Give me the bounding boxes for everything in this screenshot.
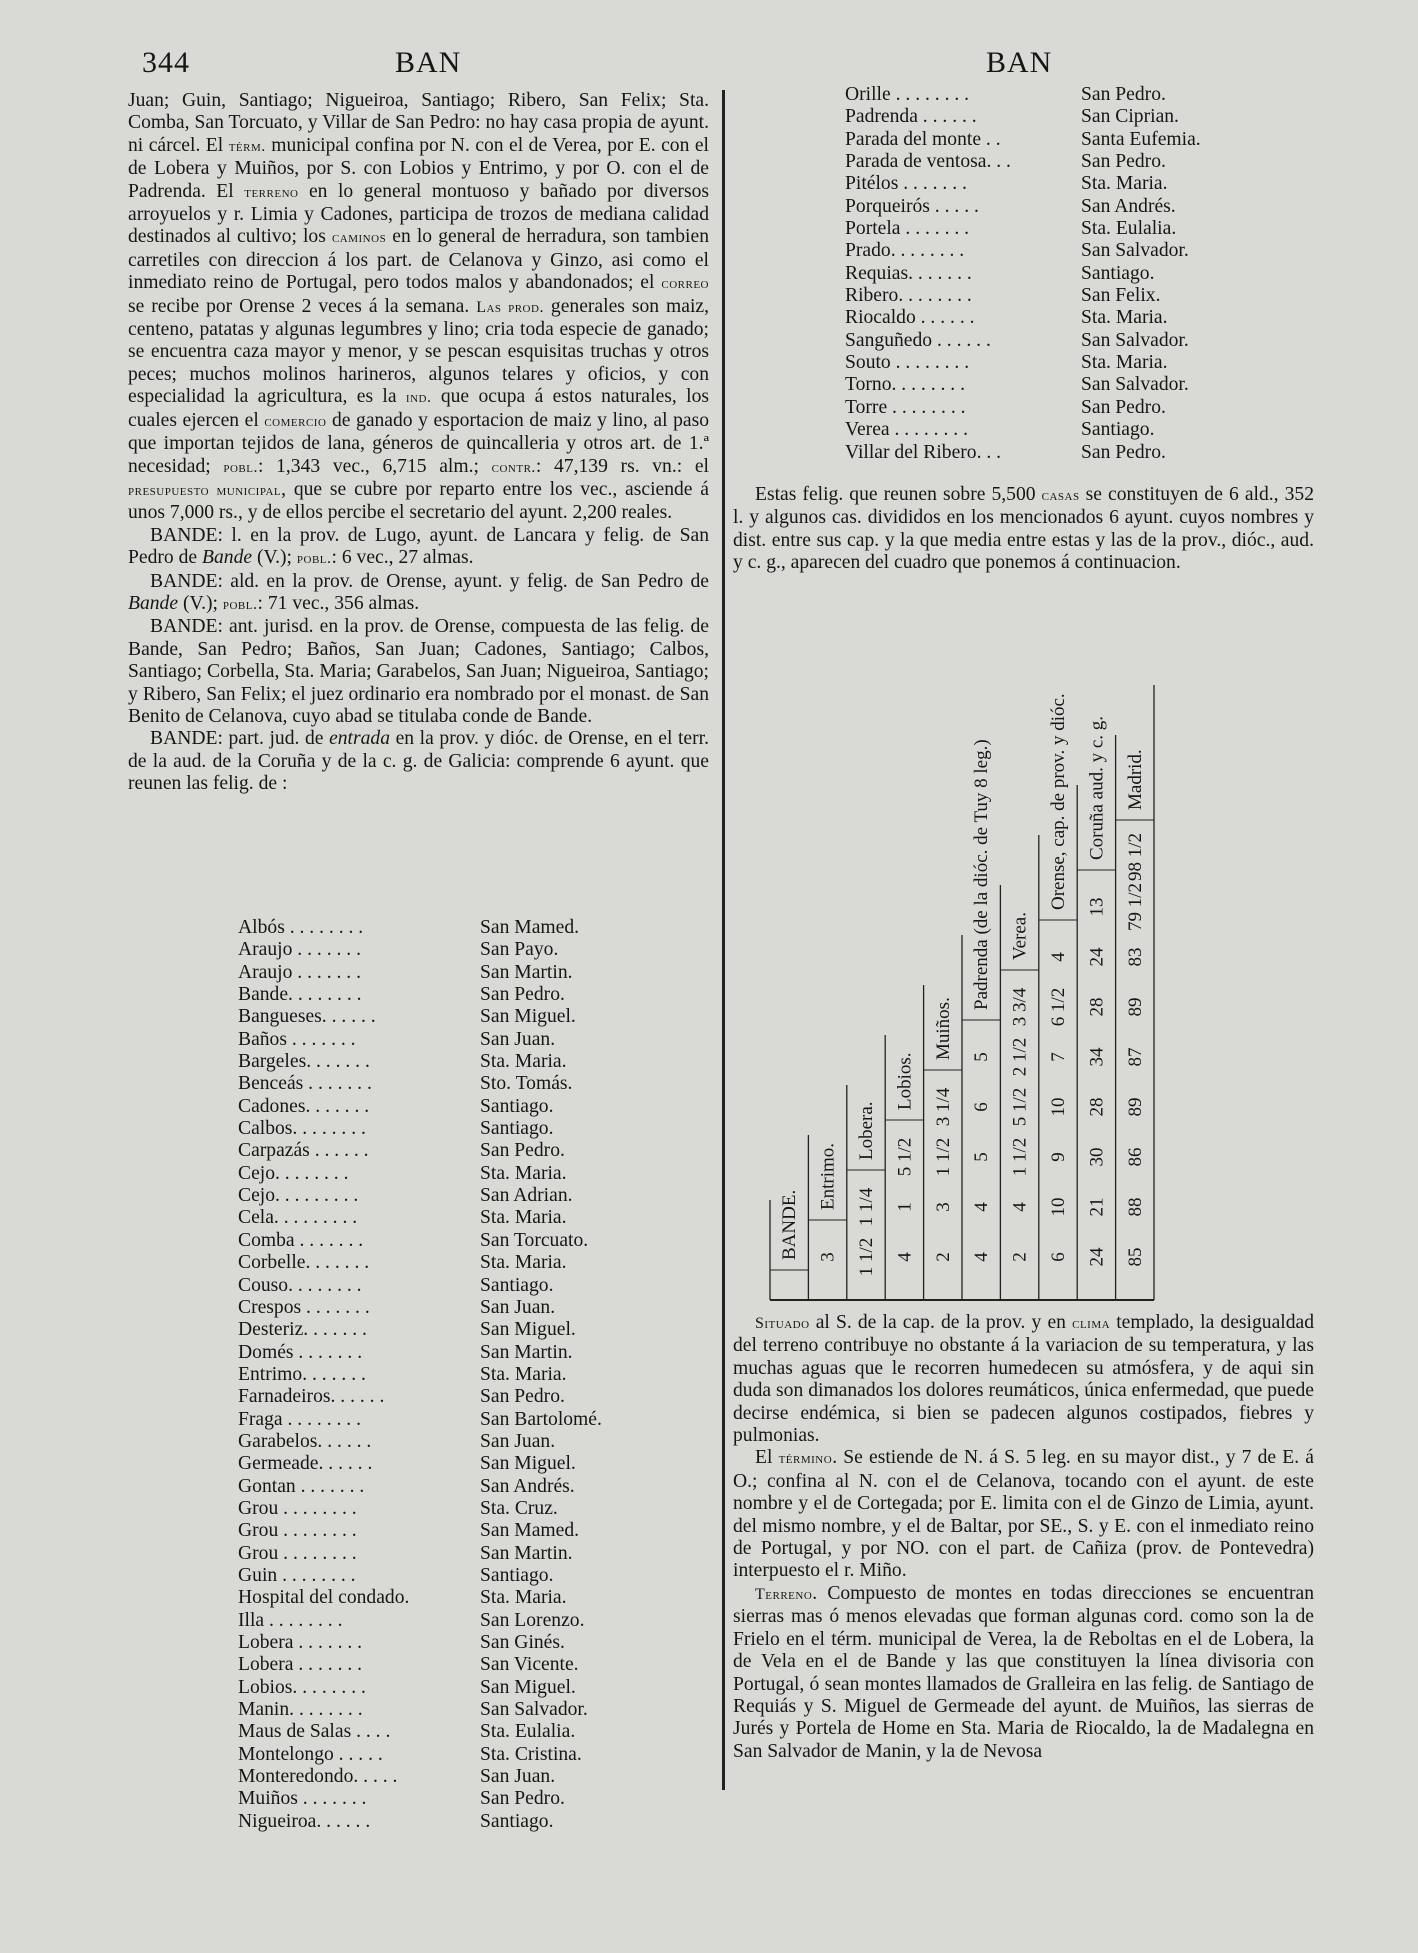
parish-row <box>238 1096 718 1118</box>
parish-row <box>238 1677 718 1699</box>
parish-row <box>845 84 1345 106</box>
parish-saint: San Pedro. <box>1081 396 1166 418</box>
text-run: presupuesto municipal <box>128 481 282 499</box>
parish-row <box>238 1788 718 1810</box>
text-run: pobl. <box>296 550 332 568</box>
parish-row <box>845 352 1345 374</box>
parish-row <box>238 1140 718 1162</box>
paragraph <box>733 1312 1314 1447</box>
parish-saint: Santiago. <box>480 1095 554 1117</box>
parish-row <box>238 1185 718 1207</box>
text-run: pobl. <box>222 595 258 613</box>
parish-place: Domés . . . . . . . <box>238 1341 363 1363</box>
table-value: 98 1/2 <box>1124 832 1146 882</box>
parish-place: Grou . . . . . . . . <box>238 1542 357 1564</box>
parish-place: Carpazás . . . . . . <box>238 1140 369 1162</box>
text-run: Terreno <box>755 1585 813 1603</box>
paragraph <box>128 616 709 728</box>
text-run: Juan; Guin, Santiago; Nigueiroa, Santiago; Ribero, San Felix; Sta. Comba, San Torcuato, y Villar de San Pedro: no hay casa propia de ayunt. ni cárcel. El <box>128 90 709 156</box>
table-value: 4 <box>971 1252 993 1262</box>
table-value: 4 <box>971 1202 993 1212</box>
parish-saint: San Martin. <box>480 1542 573 1564</box>
parish-row <box>845 285 1345 307</box>
table-value: 2 <box>932 1252 954 1262</box>
parish-saint: Sta. Maria. <box>1081 173 1168 195</box>
parish-place: Bargeles. . . . . . . <box>238 1051 370 1073</box>
parish-row <box>238 1252 718 1274</box>
parish-row <box>238 1230 718 1252</box>
table-value: 87 <box>1124 1047 1146 1067</box>
table-value: 4 <box>1009 1202 1031 1212</box>
text-run: Estas felig. que reunen sobre 5,500 <box>755 484 1042 505</box>
parish-saint: Sta. Maria. <box>480 1162 567 1184</box>
parish-row <box>238 1431 718 1453</box>
distance-table <box>740 620 1220 1310</box>
table-header: Coruña aud. y c. g. <box>1086 715 1108 860</box>
right-running-head: BAN <box>986 46 1053 79</box>
table-value: 13 <box>1086 897 1108 917</box>
parish-row <box>238 1073 718 1095</box>
text-run: : 71 vec., 356 almas. <box>257 592 420 614</box>
parish-place: Montelongo . . . . . <box>238 1743 383 1765</box>
text-run: BANDE: l. en la prov. de Lugo, ayunt. de Lancara y felig. de San Pedro de <box>128 524 709 569</box>
text-run: de ganado y esportacion de maiz y lino, al paso que importan tejidos de lana, géneros de quincalleria y otros art. de 1.ª necesidad; <box>128 409 710 477</box>
table-value: 6 <box>971 1102 993 1112</box>
parish-saint: Santa Eufemia. <box>1081 128 1201 150</box>
parish-row <box>238 1766 718 1788</box>
parish-row <box>238 1006 718 1028</box>
parish-row <box>238 1409 718 1431</box>
table-value: 28 <box>1086 1097 1108 1117</box>
parish-row <box>238 1029 718 1051</box>
parish-place: Torre . . . . . . . . <box>845 396 966 418</box>
parish-row <box>845 173 1345 195</box>
parish-saint: San Felix. <box>1081 285 1161 307</box>
parish-saint: San Salvador. <box>1081 240 1189 262</box>
parish-place: Fraga . . . . . . . . <box>238 1408 361 1430</box>
paragraph <box>733 1447 1314 1582</box>
parish-place: Grou . . . . . . . . <box>238 1520 357 1542</box>
text-run: generales son maiz, centeno, patatas y algunas legumbres y lino; cria toda especie de ganado; se encuentra caza mayor y menor, y se pescan esquisitas truchas y otros peces; muchos molinos harineros, algunos telares y oficios, y con especialidad la agricultura, es la <box>128 295 709 408</box>
right-body-text <box>733 1312 1314 1763</box>
parish-place: Padrenda . . . . . . <box>845 106 977 128</box>
parish-saint: San Juan. <box>480 1296 556 1318</box>
text-run: se recibe por Orense 2 veces á la semana. <box>128 295 477 317</box>
table-header: Entrimo. <box>817 1142 839 1210</box>
text-run: : 47,139 rs. vn.: el <box>535 455 710 477</box>
parish-saint: San Lorenzo. <box>480 1609 585 1631</box>
parish-row <box>238 1453 718 1475</box>
text-run: Las prod. <box>476 298 544 316</box>
text-run: municipal confina por N. con el de Verea, por E. con el de Lobera y Muiños, por S. con Lobios y Entrimo, y por O. con el de Padrenda. El <box>128 134 709 202</box>
parish-row <box>238 1207 718 1229</box>
table-header: Verea. <box>1009 912 1031 960</box>
parish-place: Riocaldo . . . . . . <box>845 307 975 329</box>
parish-place: Garabelos. . . . . . <box>238 1430 372 1452</box>
parish-place: Souto . . . . . . . . <box>845 352 970 374</box>
table-value: 1 1/2 <box>1009 1137 1031 1177</box>
parish-place: Lobios. . . . . . . . <box>238 1676 366 1698</box>
parish-row <box>238 1520 718 1542</box>
parish-row <box>238 1610 718 1632</box>
parish-place: Monteredondo. . . . . <box>238 1766 398 1788</box>
table-value: 83 <box>1124 947 1146 967</box>
table-value: 21 <box>1086 1197 1108 1217</box>
text-run: : 1,343 vec., 6,715 alm.; <box>257 455 492 477</box>
parish-place: Gontan . . . . . . . <box>238 1475 365 1497</box>
right-summary-text <box>733 484 1314 575</box>
table-header: Lobios. <box>894 1052 916 1110</box>
table-value: 24 <box>1086 947 1108 967</box>
page-number: 344 <box>142 46 190 79</box>
parish-place: Crespos . . . . . . . <box>238 1296 370 1318</box>
table-header: Muiños. <box>932 997 954 1060</box>
parish-saint: Sta. Maria. <box>1081 307 1168 329</box>
parish-place: Corbelle. . . . . . . <box>238 1252 370 1274</box>
parish-place: Hospital del condado. <box>238 1587 410 1609</box>
parish-row <box>238 984 718 1006</box>
parish-saint: San Miguel. <box>480 1006 576 1028</box>
text-run: comercio <box>264 412 327 430</box>
parish-place: Ribero. . . . . . . . <box>845 285 972 307</box>
parish-saint: San Miguel. <box>480 1319 576 1341</box>
parish-saint: San Pedro. <box>480 1788 565 1810</box>
parish-saint: San Miguel. <box>480 1676 576 1698</box>
parish-row <box>238 1587 718 1609</box>
text-run: templado, la desigualdad del terreno contribuye no obstante á la variacion de su temperatura, y las muchas aguas que le recorren humedecen su atmósfera, y de aqui sin duda son dimanados los dolores reumáticos, única enfermedad, que puede decirse endémica, si bien se padecen algunos costipados, fiebres y pulmonias. <box>733 1312 1315 1447</box>
parish-place: Pitélos . . . . . . . <box>845 173 967 195</box>
parish-row <box>238 939 718 961</box>
parish-row <box>238 1163 718 1185</box>
parish-row <box>238 917 718 939</box>
parish-saint: Sta. Maria. <box>480 1363 567 1385</box>
parish-place: Bangueses. . . . . . <box>238 1006 376 1028</box>
parish-row <box>238 1275 718 1297</box>
parish-saint: San Pedro. <box>1081 84 1166 105</box>
table-value: 5 1/2 <box>894 1137 916 1177</box>
parish-saint: San Adrian. <box>480 1185 573 1207</box>
parish-saint: Sta. Cristina. <box>480 1743 582 1765</box>
table-value: 2 <box>1009 1252 1031 1262</box>
table-value: 10 <box>1048 1197 1069 1217</box>
parish-place: Albós . . . . . . . . <box>238 917 364 938</box>
text-run: térm. <box>228 137 266 155</box>
parish-saint: San Juan. <box>480 1766 556 1788</box>
text-run: El <box>755 1447 779 1469</box>
parish-saint: Santiago. <box>480 1810 554 1832</box>
parish-place: Cejo. . . . . . . . . <box>238 1185 359 1207</box>
parish-row <box>238 1342 718 1364</box>
parish-place: Torno. . . . . . . . <box>845 374 965 396</box>
parish-row <box>238 1543 718 1565</box>
parish-saint: San Juan. <box>480 1028 556 1050</box>
text-run: término <box>778 1450 833 1468</box>
table-header: BANDE. <box>779 1189 801 1260</box>
parish-place: Porqueirós . . . . . <box>845 195 979 217</box>
parish-row <box>238 1386 718 1408</box>
text-run: en lo general de herradura, son tambien carretiles con direccion á los part. de Celanova y Ginzo, asi como el inmediato reino de Portugal, pero todos malos y abandonados; el <box>128 226 709 294</box>
paragraph <box>128 571 709 617</box>
parish-saint: San Pedro. <box>480 1140 565 1162</box>
parish-place: Nigueiroa. . . . . . <box>238 1810 371 1832</box>
parish-list-left <box>238 917 718 1833</box>
parish-place: Requias. . . . . . . <box>845 262 972 284</box>
text-run: (V.); <box>178 592 223 614</box>
parish-saint: Sta. Cruz. <box>480 1497 558 1519</box>
text-run: . Compuesto de montes en todas direcciones se encuentran sierras mas ó menos elevadas que forman algunas cord. como son la de Frielo en el térm. municipal de Verea, la de Reboltas en el de Lobera, la de Vela en el de Bande y las que constituyen la línea divisoria con Portugal, ó sean montes llamados de Gralleira en las felig. de Santiago de Requiás y S. Miguel de Germeade del ayunt. de Muiños, las sierras de Jurés y Portela de Home en Sta. Maria de Riocaldo, la de Madalegna en San Salvador de Manin, y la de Nevosa <box>733 1582 1314 1762</box>
table-value: 34 <box>1086 1047 1108 1067</box>
parish-place: Grou . . . . . . . . <box>238 1497 357 1519</box>
text-run: BANDE: ald. en la prov. de Orense, ayunt. y felig. de San Pedro de <box>150 570 709 592</box>
parish-saint: San Andrés. <box>480 1475 575 1497</box>
table-value: 89 <box>1124 1097 1146 1117</box>
text-run: ind. <box>405 389 432 407</box>
table-value: 30 <box>1086 1147 1108 1167</box>
table-value: 3 <box>932 1202 954 1212</box>
text-run: que ocupa á estos naturales, los cuales ejercen el <box>128 386 709 431</box>
parish-place: Cadones. . . . . . . <box>238 1095 370 1117</box>
parish-place: Calbos. . . . . . . . <box>238 1118 366 1140</box>
parish-saint: San Pedro. <box>480 1386 565 1408</box>
table-value: 6 1/2 <box>1048 987 1069 1027</box>
parish-row <box>845 151 1345 173</box>
parish-saint: Sta. Maria. <box>480 1252 567 1274</box>
table-value: 5 1/2 <box>1009 1087 1031 1127</box>
paragraph <box>128 525 709 571</box>
parish-place: Portela . . . . . . . <box>845 218 970 240</box>
parish-place: Sanguñedo . . . . . . <box>845 329 991 351</box>
parish-saint: Santiago. <box>480 1274 554 1296</box>
text-run: , que se cubre por reparto entre los vec., asciende á unos 7,000 rs., y de ellos percibe el secretario del ayunt. 2,200 reales. <box>128 478 710 524</box>
table-header: Madrid. <box>1124 749 1146 810</box>
parish-place: Araujo . . . . . . . <box>238 939 361 961</box>
left-running-head: BAN <box>395 46 462 79</box>
parish-place: Parada de ventosa. . . <box>845 151 1011 173</box>
parish-place: Araujo . . . . . . . <box>238 961 361 983</box>
table-value: 88 <box>1124 1197 1146 1217</box>
parish-place: Cejo. . . . . . . . <box>238 1162 349 1184</box>
table-value: 1 1/2 <box>932 1137 954 1177</box>
text-run: en lo general montuoso y bañado por diversos arroyuelos y r. Limia y Cadones, participa de trozos de mediana calidad destinados al cultivo; los <box>128 180 710 248</box>
parish-place: Muiños . . . . . . . <box>238 1788 367 1810</box>
text-run: contr. <box>491 458 536 476</box>
table-value: 2 1/2 <box>1009 1037 1031 1077</box>
table-value: 79 1/2 <box>1124 882 1146 932</box>
parish-saint: San Mamed. <box>480 917 580 938</box>
parish-saint: San Ciprian. <box>1081 106 1179 128</box>
parish-saint: San Ginés. <box>480 1632 565 1653</box>
parish-saint: San Pedro. <box>480 984 565 1006</box>
parish-row <box>845 307 1345 329</box>
text-run: Bande <box>202 547 253 569</box>
parish-place: Desteriz. . . . . . . <box>238 1319 367 1341</box>
parish-row <box>845 240 1345 262</box>
text-run: terreno <box>244 183 299 201</box>
paragraph <box>128 90 709 525</box>
table-value: 86 <box>1124 1147 1146 1167</box>
text-run: pobl. <box>223 458 258 476</box>
table-value: 24 <box>1086 1247 1108 1267</box>
table-value: 85 <box>1124 1247 1146 1267</box>
parish-row <box>845 218 1345 240</box>
parish-saint: San Andrés. <box>1081 195 1176 217</box>
text-run: Situado <box>755 1315 810 1332</box>
table-value: 10 <box>1048 1097 1069 1117</box>
parish-saint: San Salvador. <box>480 1699 588 1721</box>
parish-row <box>845 442 1345 464</box>
table-value: 3 1/4 <box>932 1087 954 1127</box>
text-run: se constituyen de 6 ald., 352 l. y algunos cas. divididos en los mencionados 6 ayunt. cuyos nombres y dist. entre sus cap. y la que media entre estas y las de la prov., dióc., aud. y c. g., aparecen del cuadro que ponemos á continuacion. <box>733 484 1314 574</box>
parish-saint: Santiago. <box>480 1118 554 1140</box>
parish-place: Prado. . . . . . . . <box>845 240 965 262</box>
table-value: 1 1/4 <box>856 1187 877 1227</box>
parish-saint: Sta. Maria. <box>480 1051 567 1073</box>
parish-row <box>238 1721 718 1743</box>
table-value: 28 <box>1086 997 1108 1017</box>
parish-saint: Santiago. <box>480 1564 554 1586</box>
parish-row <box>238 962 718 984</box>
parish-place: Germeade. . . . . . <box>238 1453 373 1475</box>
text-run: BANDE: ant. jurisd. en la prov. de Orense, compuesta de las felig. de Bande, San Pedro; Baños, San Juan; Cadones, Santiago; Calbos, Santiago; Corbella, Sta. Maria; Garabelos, San Juan; Nigueiroa, Santiago; y Ribero, San Felix; el juez ordinario era nombrado por el monast. de San Benito de Celanova, cuyo abad se titulaba conde de Bande. <box>128 616 709 727</box>
parish-place: Illa . . . . . . . . <box>238 1609 343 1631</box>
parish-row <box>238 1811 718 1833</box>
parish-saint: San Miguel. <box>480 1453 576 1475</box>
parish-saint: Sta. Maria. <box>480 1207 567 1229</box>
parish-place: Cela. . . . . . . . . <box>238 1207 358 1229</box>
parish-row <box>238 1118 718 1140</box>
parish-row <box>238 1297 718 1319</box>
parish-saint: Sta. Maria. <box>1081 352 1168 374</box>
table-value: 3 3/4 <box>1009 987 1031 1027</box>
parish-row <box>845 196 1345 218</box>
parish-saint: San Payo. <box>480 939 559 961</box>
parish-saint: San Salvador. <box>1081 374 1189 396</box>
parish-row <box>845 397 1345 419</box>
table-value: 4 <box>894 1252 916 1262</box>
text-run: en la prov. y dióc. de Orense, en el terr. de la aud. de la Coruña y de la c. g. de Galicia: comprende 6 ayunt. que reunen las felig. de : <box>128 728 709 795</box>
table-value: 5 <box>971 1152 993 1162</box>
text-run: al S. de la cap. de la prov. y en <box>809 1312 1073 1333</box>
parish-place: Benceás . . . . . . . <box>238 1073 372 1095</box>
text-run: . Se estiende de N. á S. 5 leg. en su mayor dist., y 7 de E. á O.; confina al N. con el de Celanova, tocando con el ayunt. de este nombre y el de Cortegada; por E. limita con el de Ginzo de Limia, ayunt. del mismo nombre, y el de Baltar, por SE., S. y E. con el inmediato reino de Portugal, y por NO. con el part. de Cañiza (prov. de Pontevedra) interpuesto el r. Miño. <box>733 1447 1315 1582</box>
text-run: BANDE: part. jud. de <box>150 728 330 750</box>
paragraph <box>128 728 709 795</box>
table-value: 6 <box>1048 1252 1069 1262</box>
table-value: 89 <box>1124 997 1146 1017</box>
parish-saint: San Juan. <box>480 1430 556 1452</box>
parish-saint: San Pedro. <box>1081 441 1166 463</box>
parish-saint: San Torcuato. <box>480 1229 589 1251</box>
parish-place: Manin. . . . . . . . <box>238 1699 363 1721</box>
parish-place: Comba . . . . . . . <box>238 1229 364 1251</box>
parish-row <box>238 1051 718 1073</box>
table-value: 4 <box>1048 952 1069 962</box>
parish-row <box>238 1364 718 1386</box>
text-run: caminos <box>331 229 387 247</box>
parish-saint: San Martin. <box>480 961 573 983</box>
parish-row <box>845 263 1345 285</box>
parish-row <box>845 330 1345 352</box>
parish-row <box>238 1565 718 1587</box>
parish-saint: Sta. Eulalia. <box>480 1721 576 1743</box>
parish-place: Lobera . . . . . . . <box>238 1632 363 1653</box>
parish-place: Parada del monte . . <box>845 128 1001 150</box>
parish-place: Couso. . . . . . . . <box>238 1274 362 1296</box>
distance-table-svg <box>740 620 1220 1310</box>
parish-saint: San Martin. <box>480 1341 573 1363</box>
parish-place: Baños . . . . . . . <box>238 1028 356 1050</box>
table-value: 7 <box>1048 1052 1069 1062</box>
parish-place: Villar del Ribero. . . <box>845 441 1002 463</box>
parish-place: Lobera . . . . . . . <box>238 1654 363 1676</box>
parish-row <box>238 1654 718 1676</box>
parish-row <box>845 106 1345 128</box>
parish-row <box>238 1744 718 1766</box>
paragraph <box>733 1583 1314 1763</box>
parish-place: Entrimo. . . . . . . <box>238 1363 366 1385</box>
parish-saint: San Mamed. <box>480 1520 580 1542</box>
parish-place: Guin . . . . . . . . <box>238 1564 356 1586</box>
table-header: Orense, cap. de prov. y dióc. <box>1048 693 1069 910</box>
parish-row <box>238 1699 718 1721</box>
text-run: entrada <box>329 728 391 750</box>
text-run: casas <box>1041 487 1080 504</box>
table-header: Padrenda (de la dióc. de Tuy 8 leg.) <box>971 739 993 1010</box>
text-run: correo <box>661 275 709 293</box>
text-run: clima <box>1072 1315 1111 1332</box>
table-value: 3 <box>817 1252 839 1262</box>
parish-saint: Santiago. <box>1081 262 1155 284</box>
table-value: 1 <box>894 1202 916 1212</box>
parish-place: Maus de Salas . . . . <box>238 1721 391 1743</box>
parish-place: Bande. . . . . . . . <box>238 984 362 1006</box>
text-run: (V.); <box>252 547 297 569</box>
parish-row <box>845 129 1345 151</box>
parish-row <box>238 1632 718 1654</box>
parish-row <box>238 1476 718 1498</box>
text-run: Bande <box>128 592 179 614</box>
text-run: : 6 vec., 27 almas. <box>331 547 474 569</box>
table-header: Lobera. <box>856 1101 877 1160</box>
table-value: 9 <box>1048 1152 1069 1162</box>
parish-saint: San Vicente. <box>480 1654 579 1676</box>
left-intro-text <box>128 90 709 796</box>
column-rule <box>722 90 725 1790</box>
parish-saint: Sto. Tomás. <box>480 1073 573 1095</box>
parish-place: Verea . . . . . . . . <box>845 419 968 441</box>
parish-row <box>238 1319 718 1341</box>
parish-row <box>845 374 1345 396</box>
parish-saint: San Pedro. <box>1081 151 1166 173</box>
parish-place: Orille . . . . . . . . <box>845 84 970 105</box>
table-value: 1 1/2 <box>856 1237 877 1277</box>
parish-saint: San Bartolomé. <box>480 1408 602 1430</box>
parish-saint: Santiago. <box>1081 419 1155 441</box>
parish-list-right <box>845 84 1345 464</box>
parish-row <box>845 419 1345 441</box>
parish-row <box>238 1498 718 1520</box>
parish-place: Farnadeiros. . . . . . <box>238 1386 385 1408</box>
parish-saint: Sta. Eulalia. <box>1081 218 1177 240</box>
parish-saint: Sta. Maria. <box>480 1587 567 1609</box>
table-value: 5 <box>971 1052 993 1062</box>
parish-saint: San Salvador. <box>1081 329 1189 351</box>
paragraph <box>733 484 1314 575</box>
